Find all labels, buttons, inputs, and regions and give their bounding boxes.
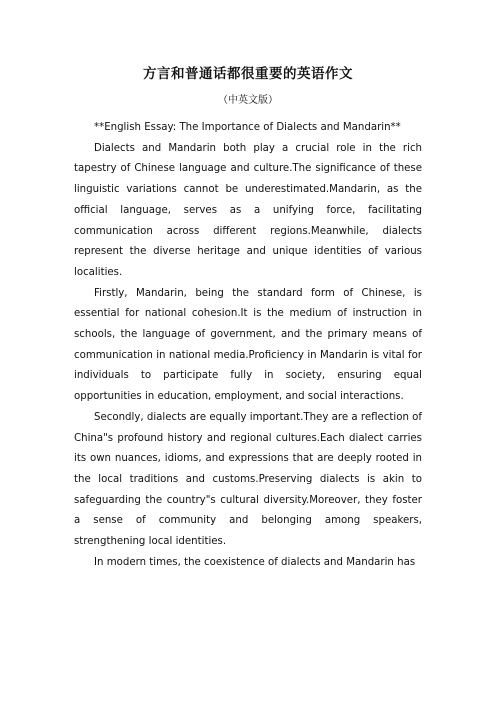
paragraph-dialects: Secondly, dialects are equally important.They are a reflection of China"s profound history and regional cultures.Each dialect carries its own nuances, idioms, and expressions that are deeply rooted in the local traditions and customs.Preserving dialects is akin to safeguarding the country"s cultural diversity.Moreover, they foster a sense of community and belonging among speakers, strengthening local identities. [74, 411, 422, 548]
paragraph-intro: Dialects and Mandarin both play a crucial role in the rich tapestry of Chinese language and culture.The significance of these linguistic variations cannot be underestimated.Mandarin, as the official language, serves as a unifying force, facilitating communication across different regions.Meanwhile, dialects represent the diverse heritage and unique identities of various localities. [74, 142, 422, 278]
document-title: 方言和普通话都很重要的英语作文 [143, 66, 353, 82]
paragraph-mandarin: Firstly, Mandarin, being the standard form of Chinese, is essential for national cohesion.It is the medium of instruction in schools, the language of government, and the primary means of communication in national media.Proficiency in Mandarin is vital for individuals to participate fully in society, ensuring equal opportunities in education, employment, and social interactions. [74, 287, 422, 403]
document-subtitle: （中英文版） [218, 95, 278, 106]
essay-heading: **English Essay: The Importance of Dialects and Mandarin** [94, 122, 401, 133]
document-body [74, 118, 422, 573]
paragraph-coexistence: In modern times, the coexistence of dialects and Mandarin has [94, 556, 416, 568]
